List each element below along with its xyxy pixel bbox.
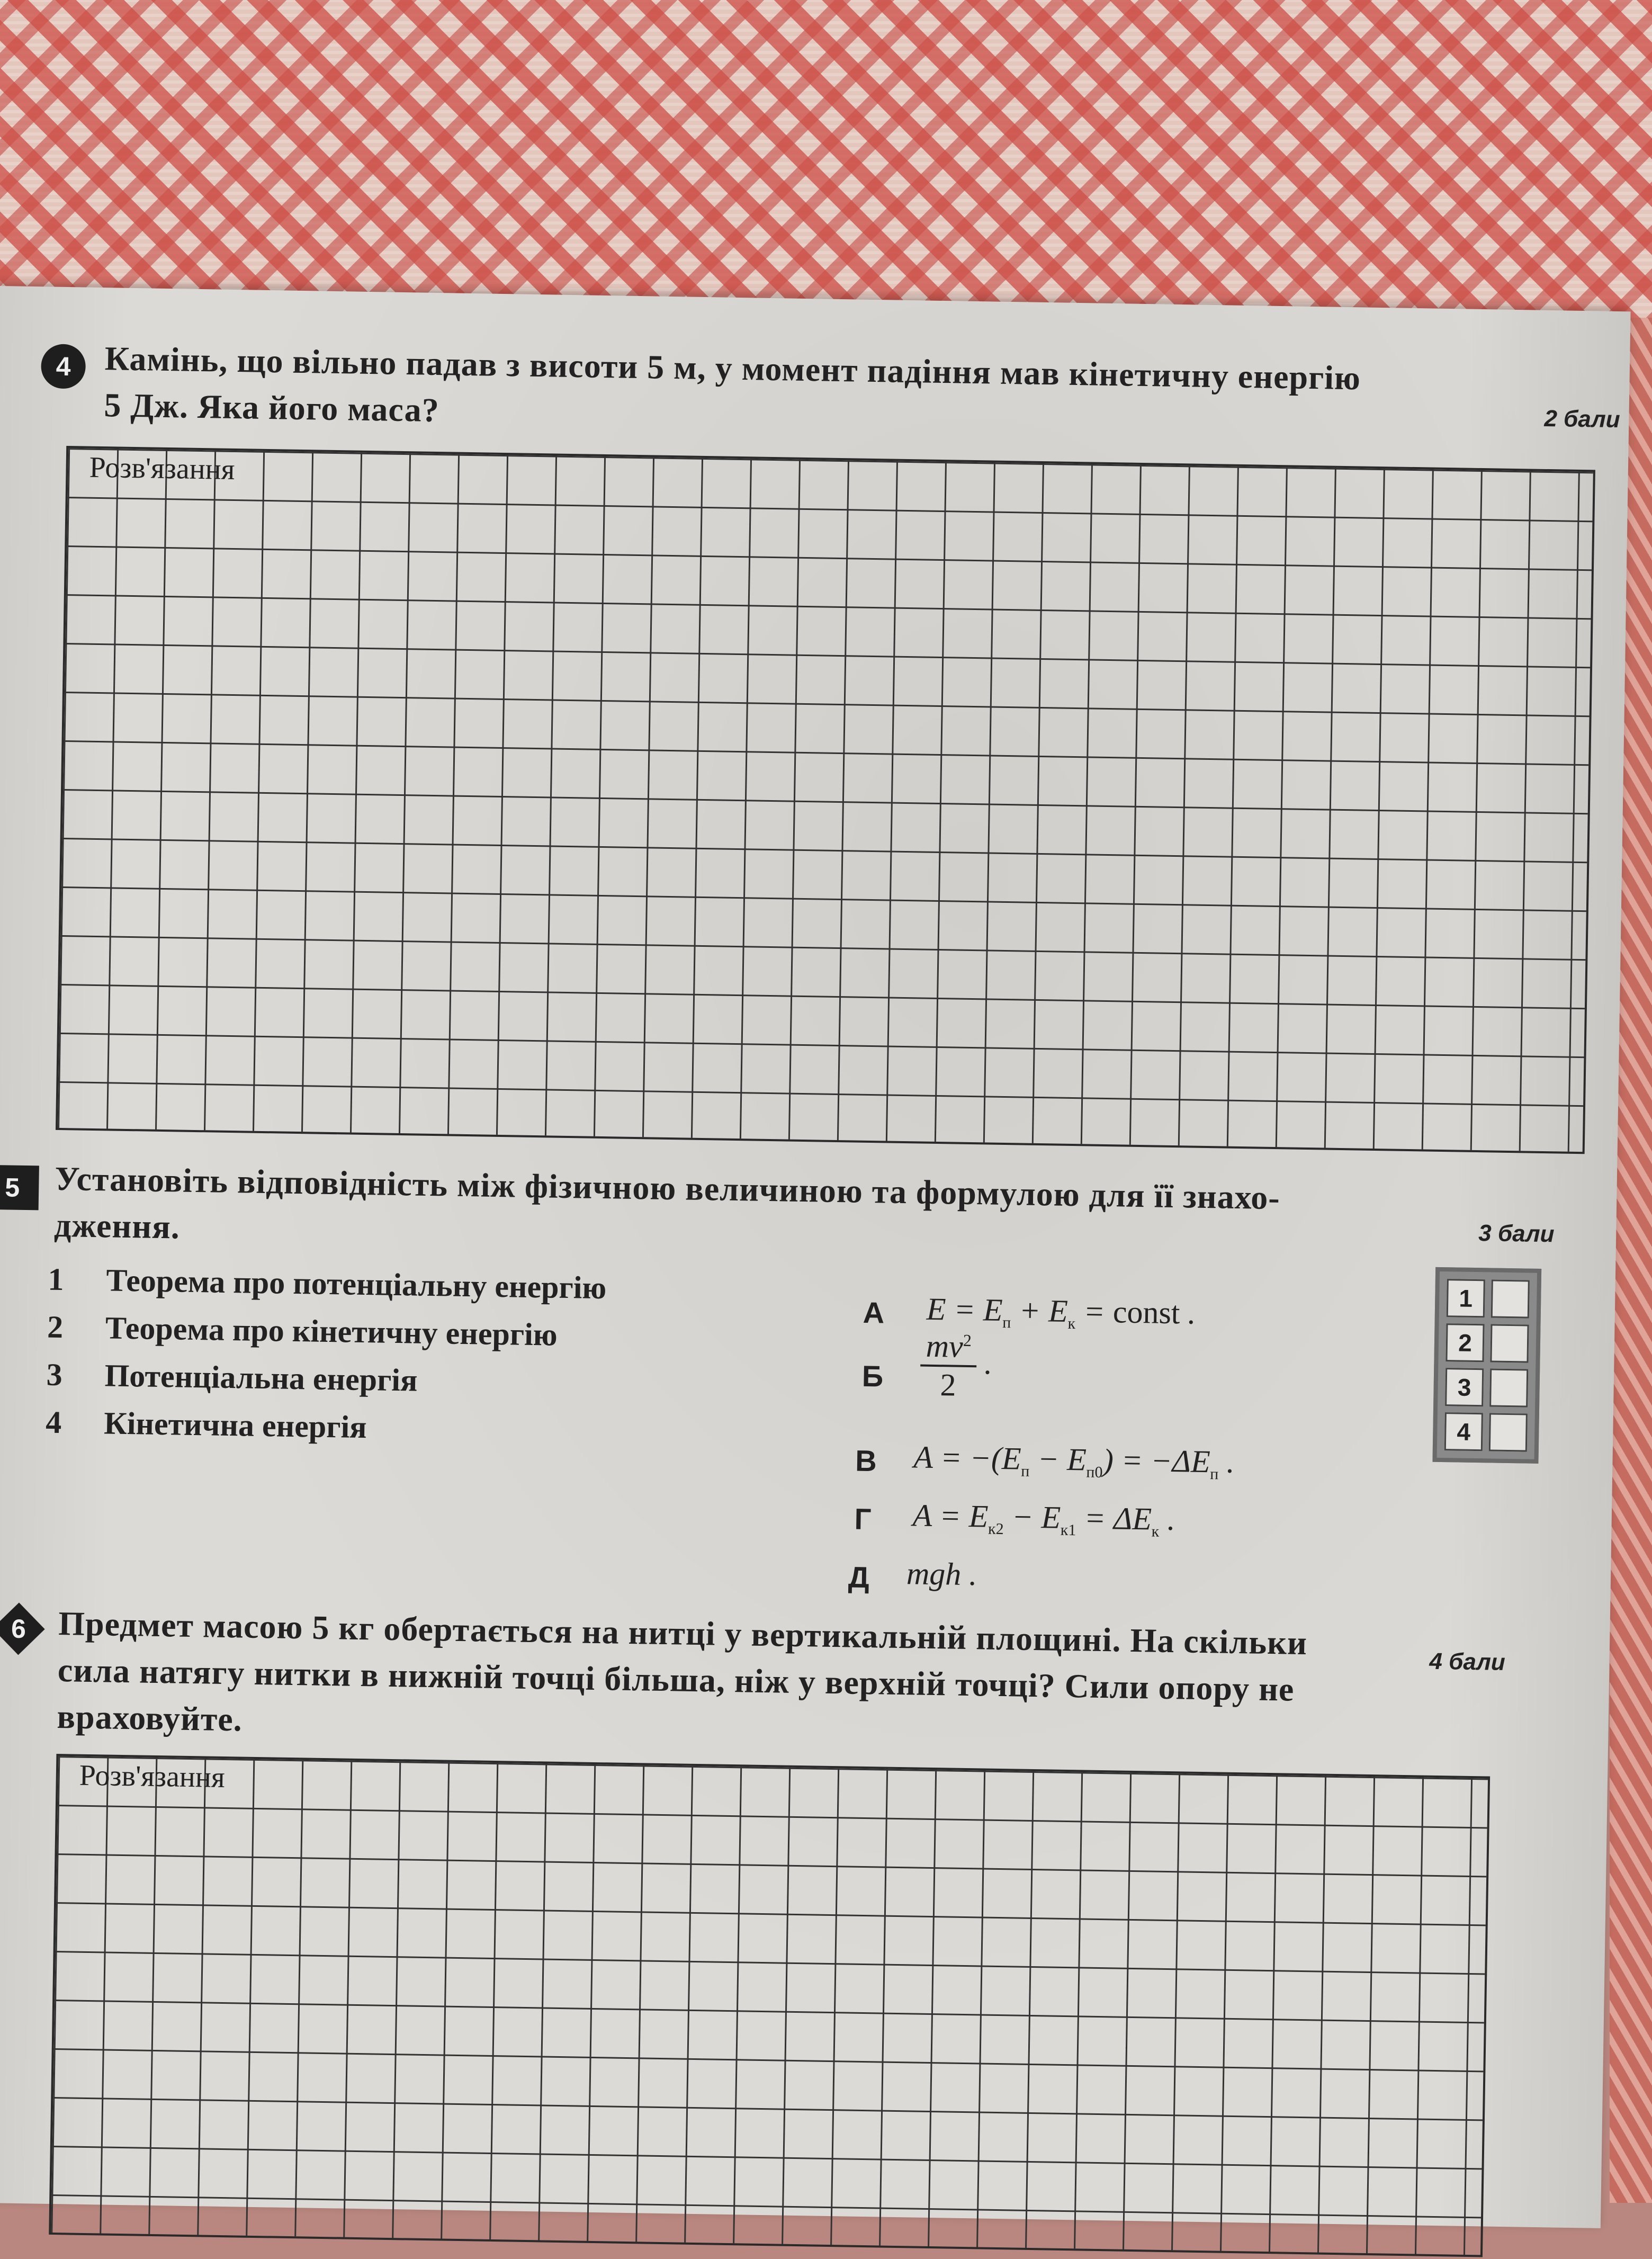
option-letter: А [863, 1295, 885, 1330]
question-6-text [57, 1600, 1308, 1760]
answer-row [1445, 1368, 1528, 1407]
question-number-badge: 6 [0, 1602, 45, 1655]
answer-row [1447, 1279, 1530, 1318]
question-5-line-1: Установіть відповідність між фізичною величиною та формулою для її знахо- [54, 1159, 1281, 1217]
question-6-line-3: враховуйте. [57, 1698, 243, 1738]
question-5-line-2: дження. [53, 1206, 181, 1246]
question-4-text [104, 335, 1361, 448]
answer-cell[interactable] [1491, 1279, 1530, 1318]
answer-cell[interactable] [1489, 1413, 1528, 1451]
list-item: 2 Теорема про кінетичну енергію [47, 1309, 558, 1352]
answer-row-number: 4 [1444, 1412, 1483, 1451]
list-item: 3 Потенціальна енергія [46, 1357, 418, 1398]
answer-row [1446, 1323, 1529, 1362]
answer-row-number: 3 [1445, 1368, 1484, 1406]
question-number-badge: 4 [41, 344, 86, 389]
solution-label: Розв'язання [89, 451, 235, 487]
answer-row-number: 1 [1447, 1279, 1485, 1317]
list-item: 4 Кінетична енергія [45, 1404, 367, 1445]
solution-grid[interactable] [49, 1754, 1490, 2257]
answer-row [1444, 1412, 1528, 1451]
option-letter: Б [861, 1359, 884, 1393]
question-4-line-1: Камінь, що вільно падав з висоти 5 м, у момент падіння мав кінетичну енергію [104, 339, 1361, 397]
fabric-background [0, 0, 1652, 328]
answer-row-number: 2 [1446, 1323, 1484, 1362]
formula-a: $E = E_п + E_к$ = const . [926, 1291, 1197, 1333]
option-letter: В [855, 1444, 877, 1478]
question-5-text [53, 1155, 1280, 1268]
points-label: 4 бали [1429, 1648, 1506, 1675]
formula-b: $\frac{mv^2}{2}$ . [920, 1328, 993, 1404]
worksheet-page [0, 286, 1631, 2228]
question-4-line-2: 5 Дж. Яка його маса? [103, 386, 440, 429]
solution-label: Розв'язання [79, 1759, 226, 1795]
formula-g: $A = E_{к2} - E_{к1} = \Delta E_к$ . [912, 1498, 1176, 1540]
option-letter: Г [854, 1502, 872, 1536]
points-label: 2 бали [1544, 405, 1620, 433]
answer-cell[interactable] [1489, 1368, 1528, 1407]
formula-v: $A = -(E_п - E_{п0}) = -\Delta E_п$ . [913, 1439, 1235, 1483]
solution-grid[interactable] [56, 446, 1595, 1154]
question-6-line-2: сила натягу нитки в нижній точці більша, ніж у верхній точці? Сили опору не [57, 1651, 1295, 1708]
option-letter: Д [848, 1560, 870, 1594]
points-label: 3 бали [1478, 1220, 1555, 1248]
formula-d: mgh . [906, 1556, 977, 1592]
list-item: 1 Теорема про потенціальну енергію [48, 1261, 607, 1306]
question-number-badge: 5 [0, 1165, 39, 1211]
question-6-line-1: Предмет масою 5 кг обертається на нитці у вертикальній площині. На скільки [58, 1604, 1308, 1662]
answer-box [1432, 1267, 1541, 1464]
answer-cell[interactable] [1490, 1324, 1529, 1362]
